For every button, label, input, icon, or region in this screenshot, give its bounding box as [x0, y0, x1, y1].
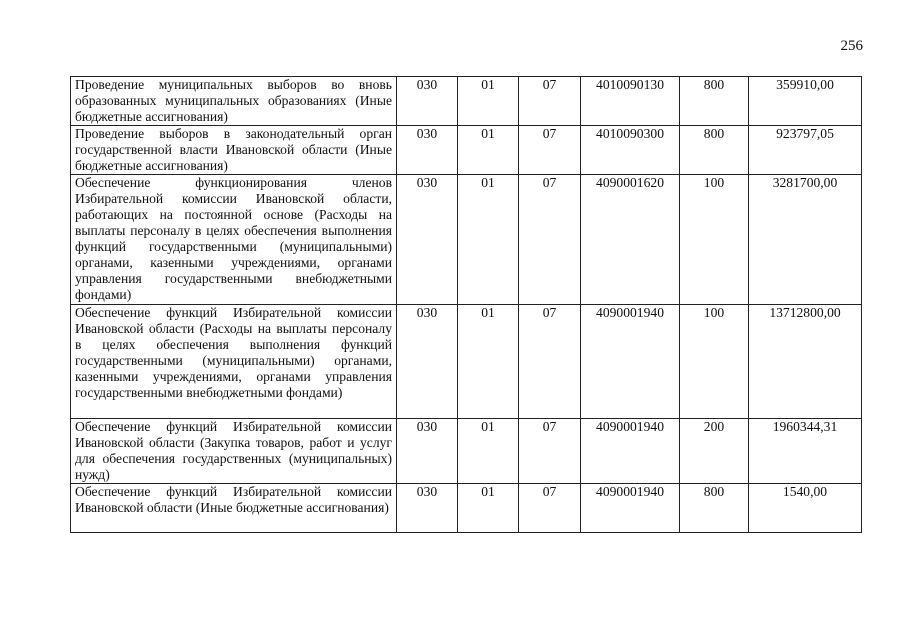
section-code: 01: [458, 175, 519, 305]
page-number: 256: [840, 38, 863, 54]
section-code: 01: [458, 77, 519, 126]
table-row: [71, 175, 862, 305]
amount-value: 1540,00: [749, 484, 862, 533]
row-description: Проведение выборов в законодательный орган государственной власти Ивановской области (Иные бюджетные ассигнования): [71, 126, 397, 175]
expense-type-code: 800: [680, 484, 749, 533]
expense-type-code: 800: [680, 77, 749, 126]
row-description: Проведение муниципальных выборов во вновь образованных муниципальных образованиях (Иные бюджетные ассигнования): [71, 77, 397, 126]
target-article-code: 4010090130: [581, 77, 680, 126]
section-code: 01: [458, 419, 519, 484]
row-description: Обеспечение функций Избирательной комиссии Ивановской области (Иные бюджетные ассигнования): [71, 484, 397, 533]
expense-type-code: 100: [680, 175, 749, 305]
expense-type-code: 800: [680, 126, 749, 175]
table-row: [71, 77, 862, 126]
amount-value: 923797,05: [749, 126, 862, 175]
subsection-code: 07: [519, 126, 581, 175]
row-description: Обеспечение функций Избирательной комиссии Ивановской области (Закупка товаров, работ и услуг для обеспечения государственных (муниципальных) нужд): [71, 419, 397, 484]
budget-table: [70, 76, 862, 533]
table-row: [71, 305, 862, 419]
ministry-code: 030: [397, 175, 458, 305]
expense-type-code: 100: [680, 305, 749, 419]
table-row: [71, 419, 862, 484]
target-article-code: 4090001620: [581, 175, 680, 305]
row-description: Обеспечение функционирования членов Избирательной комиссии Ивановской области, работающих на постоянной основе (Расходы на выплаты персоналу в целях обеспечения выполнения функций государственными (муниципальными) органами, казенными учреждениями, органами управления государственными внебюджетными фондами): [71, 175, 397, 305]
ministry-code: 030: [397, 419, 458, 484]
subsection-code: 07: [519, 419, 581, 484]
subsection-code: 07: [519, 175, 581, 305]
table-row: [71, 484, 862, 533]
ministry-code: 030: [397, 77, 458, 126]
expense-type-code: 200: [680, 419, 749, 484]
target-article-code: 4010090300: [581, 126, 680, 175]
subsection-code: 07: [519, 305, 581, 419]
ministry-code: 030: [397, 126, 458, 175]
subsection-code: 07: [519, 77, 581, 126]
ministry-code: 030: [397, 484, 458, 533]
amount-value: 13712800,00: [749, 305, 862, 419]
amount-value: 3281700,00: [749, 175, 862, 305]
subsection-code: 07: [519, 484, 581, 533]
amount-value: 359910,00: [749, 77, 862, 126]
target-article-code: 4090001940: [581, 484, 680, 533]
target-article-code: 4090001940: [581, 305, 680, 419]
amount-value: 1960344,31: [749, 419, 862, 484]
row-description: Обеспечение функций Избирательной комиссии Ивановской области (Расходы на выплаты персоналу в целях обеспечения выполнения функций государственными (муниципальными) органами, казенными учреждениями, органами управления государственными внебюджетными фондами): [71, 305, 397, 419]
target-article-code: 4090001940: [581, 419, 680, 484]
section-code: 01: [458, 126, 519, 175]
table-row: [71, 126, 862, 175]
section-code: 01: [458, 484, 519, 533]
ministry-code: 030: [397, 305, 458, 419]
section-code: 01: [458, 305, 519, 419]
